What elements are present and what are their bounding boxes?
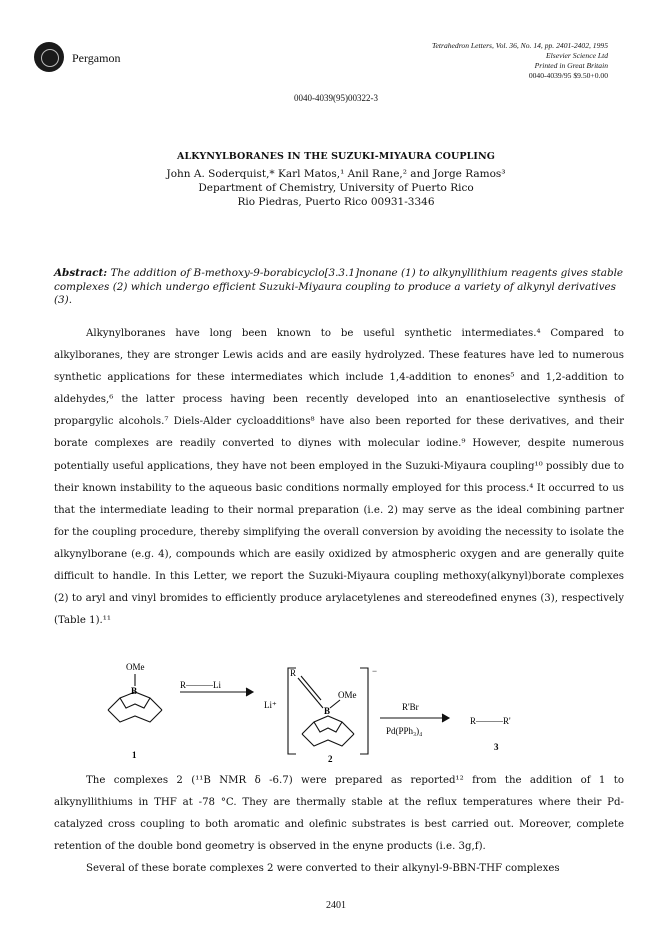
lithium-cation: Li⁺ bbox=[264, 700, 277, 710]
price-line: 0040-4039/95 $9.50+0.00 bbox=[528, 71, 608, 80]
address: Rio Piedras, Puerto Rico 00931-3346 bbox=[237, 196, 435, 208]
body-paragraph-1 bbox=[54, 323, 624, 632]
boron-label-1: B bbox=[131, 686, 138, 696]
paragraph-1-text: Alkynylboranes have long been known to be useful synthetic intermediates.⁴ Compared to alkylboranes, they are stronger Lewis acids and are easily hydrolyzed. These features have led to numerous synthetic applications for these intermediates which include 1,4-addition to enones⁵ and 1,2-addition to aldehydes,⁶ the latter process having been recently developed into an enantioselective synthesis of propargylic alcohols.⁷ Diels-Alder cycloadditions⁸ have also been reported for these derivatives, and their borate complexes are readily converted to diynes with molecular iodine.⁹ However, despite numerous potentially useful applications, they have not been employed in the Suzuki-Miyaura coupling¹⁰ possibly due to their known instability to the aqueous basic conditions normally employed for this process.⁴ It occurred to us that the intermediate leading to their normal preparation (i.e. 2) may serve as the ideal combining partner for the coupling procedure, thereby simplifying the overall conversion by avoiding the necessity to isolate the alkynylborane (e.g. 4), compounds which are easily oxidized by atmospheric oxygen and are generally quite difficult to handle. In this Letter, we report the Suzuki-Miyaura coupling methoxy(alkynyl)borate complexes (2) to aryl and vinyl bromides to efficiently produce arylacetylenes and stereodefined enynes (3), respectively (Table 1).¹¹ bbox=[54, 328, 624, 627]
paragraph-3-text: Several of these borate complexes 2 were converted to their alkynyl-9-BBN-THF complexes bbox=[86, 863, 560, 875]
compound-1-structure bbox=[108, 674, 162, 722]
abstract bbox=[54, 267, 624, 308]
compound-number-2: 2 bbox=[328, 754, 333, 764]
ome-label-2: OMe bbox=[338, 690, 357, 700]
compound-number-1: 1 bbox=[132, 750, 137, 760]
affiliation: Department of Chemistry, University of Puerto Rico bbox=[198, 182, 474, 194]
abstract-label: Abstract: bbox=[54, 267, 108, 279]
reaction-scheme bbox=[80, 630, 600, 765]
ome-label-1: OMe bbox=[126, 662, 145, 672]
publisher-name: Pergamon bbox=[72, 51, 121, 65]
article-title: ALKYNYLBORANES IN THE SUZUKI-MIYAURA COUPLING bbox=[177, 151, 495, 162]
page-number: 2401 bbox=[326, 900, 346, 911]
negative-charge: − bbox=[372, 666, 378, 676]
printed-line: Printed in Great Britain bbox=[534, 61, 608, 70]
compound-number-3: 3 bbox=[494, 742, 499, 752]
product-label: R———R' bbox=[470, 716, 511, 726]
author-list: John A. Soderquist,* Karl Matos,¹ Anil Rane,² and Jorge Ramos³ bbox=[166, 168, 506, 180]
boron-label-2: B bbox=[324, 706, 331, 716]
pergamon-logo-icon bbox=[34, 42, 64, 72]
journal-citation: Tetrahedron Letters, Vol. 36, No. 14, pp. 2401-2402, 1995 bbox=[432, 41, 608, 50]
paragraph-2-text: The complexes 2 (¹¹B NMR δ -6.7) were prepared as reported¹² from the addition of 1 to alkynyllithiums in THF at -78 °C. They are thermally stable at the reflux temperatures where their Pd-catalyzed cross coupling to both aromatic and olefinic substrates is best carried out. Moreover, complete retention of the double bond geometry is observed in the enyne products (i.e. 3g,f). bbox=[54, 775, 624, 853]
copyright-line: Elsevier Science Ltd bbox=[546, 51, 608, 60]
catalyst-label: Pd(PPh₃)₄ bbox=[386, 726, 423, 736]
abstract-text: The addition of B-methoxy-9-borabicyclo[3.3.1]nonane (1) to alkynyllithium reagents gives stable complexes (2) which undergo efficient Suzuki-Miyaura coupling to produce a variety of alkynyl derivatives (3). bbox=[54, 267, 624, 307]
r-label-top: R bbox=[290, 668, 297, 678]
journal-header bbox=[432, 41, 608, 81]
reagent-rbr: R'Br bbox=[402, 702, 419, 712]
complex-bracket bbox=[288, 668, 296, 754]
reagent-rli: R———Li bbox=[180, 680, 222, 690]
doi-line: 0040-4039(95)00322-3 bbox=[294, 93, 378, 103]
body-paragraph-2 bbox=[54, 770, 624, 880]
